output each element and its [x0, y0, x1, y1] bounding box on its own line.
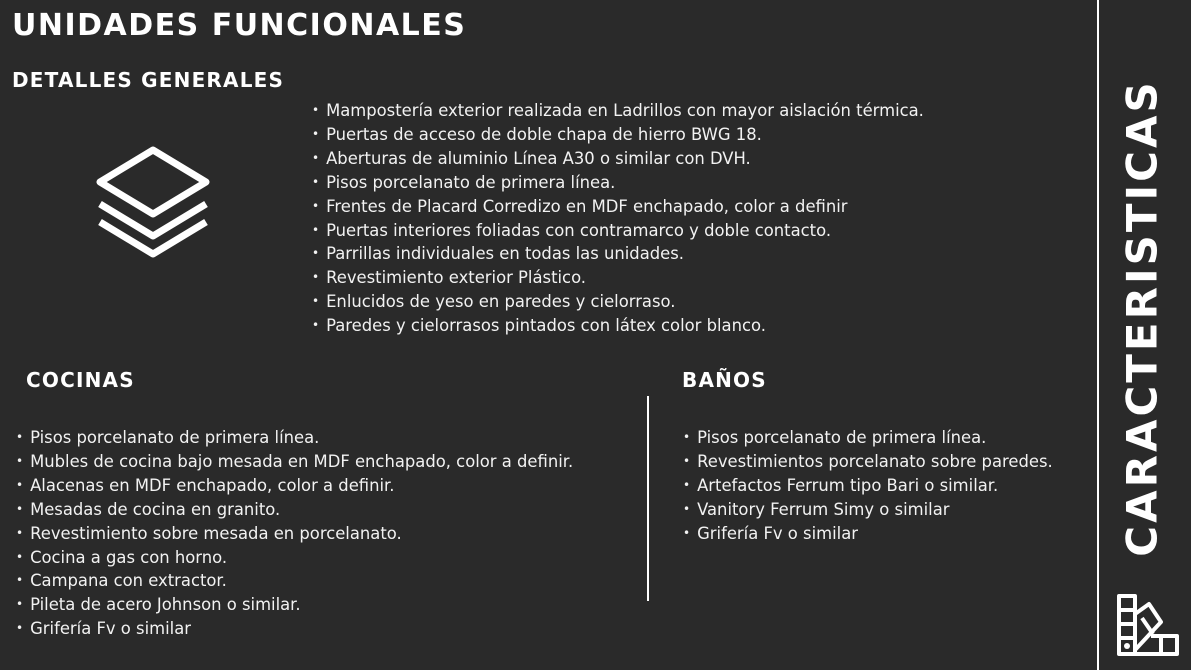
cocinas-list-item: • Cocina a gas con horno.: [16, 547, 573, 571]
cocinas-list-item: • Pileta de acero Johnson o similar.: [16, 594, 573, 618]
cocinas-list-item: • Pisos porcelanato de primera línea.: [16, 427, 573, 451]
banos-list-item: • Artefactos Ferrum tipo Bari o similar.: [683, 475, 1053, 499]
sidebar-divider: [1097, 0, 1099, 670]
general-list-item: • Pisos porcelanato de primera línea.: [312, 172, 924, 196]
general-details-list: [312, 100, 924, 339]
section-heading-general: DETALLES GENERALES: [12, 68, 285, 92]
cocinas-list: [16, 427, 573, 642]
section-heading-banos: BAÑOS: [682, 368, 767, 392]
side-title: CARACTERISTICAS: [1117, 79, 1167, 557]
banos-list-item: • Grifería Fv o similar: [683, 523, 1053, 547]
banos-list-item: • Vanitory Ferrum Simy o similar: [683, 499, 1053, 523]
general-list-item: • Aberturas de aluminio Línea A30 o similar con DVH.: [312, 148, 924, 172]
cocinas-list-item: • Grifería Fv o similar: [16, 618, 573, 642]
general-list-item: • Enlucidos de yeso en paredes y cielorraso.: [312, 291, 924, 315]
column-divider: [647, 396, 649, 601]
general-list-item: • Mampostería exterior realizada en Ladrillos con mayor aislación térmica.: [312, 100, 924, 124]
cocinas-list-item: • Campana con extractor.: [16, 570, 573, 594]
color-swatch-icon: [1115, 592, 1181, 658]
cocinas-list-item: • Mesadas de cocina en granito.: [16, 499, 573, 523]
layers-icon: [90, 142, 218, 270]
banos-list: [683, 427, 1053, 547]
banos-list-item: • Pisos porcelanato de primera línea.: [683, 427, 1053, 451]
cocinas-list-item: • Alacenas en MDF enchapado, color a definir.: [16, 475, 573, 499]
section-heading-cocinas: COCINAS: [26, 368, 135, 392]
page-title: UNIDADES FUNCIONALES: [12, 8, 467, 43]
cocinas-list-item: • Revestimiento sobre mesada en porcelanato.: [16, 523, 573, 547]
general-list-item: • Parrillas individuales en todas las unidades.: [312, 243, 924, 267]
general-list-item: • Puertas interiores foliadas con contramarco y doble contacto.: [312, 220, 924, 244]
cocinas-list-item: • Mubles de cocina bajo mesada en MDF enchapado, color a definir.: [16, 451, 573, 475]
general-list-item: • Frentes de Placard Corredizo en MDF enchapado, color a definir: [312, 196, 924, 220]
general-list-item: • Puertas de acceso de doble chapa de hierro BWG 18.: [312, 124, 924, 148]
general-list-item: • Paredes y cielorrasos pintados con látex color blanco.: [312, 315, 924, 339]
banos-list-item: • Revestimientos porcelanato sobre paredes.: [683, 451, 1053, 475]
general-list-item: • Revestimiento exterior Plástico.: [312, 267, 924, 291]
